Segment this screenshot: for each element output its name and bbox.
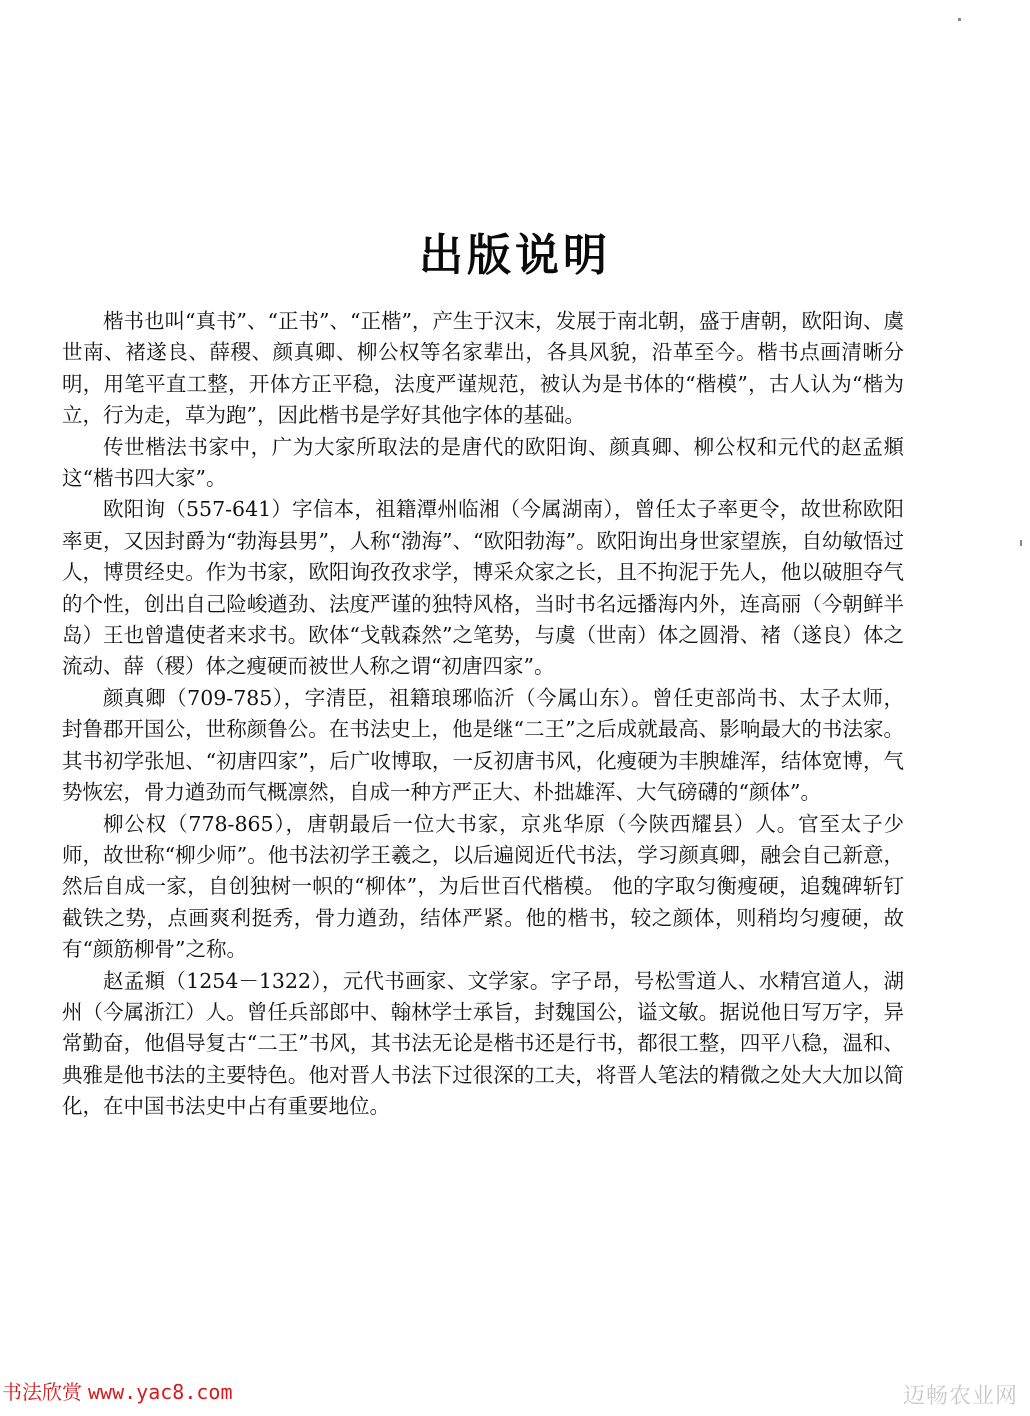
paragraph-yan-zhenqing: 颜真卿（709-785），字清臣，祖籍琅琊临沂（今属山东）。曾任吏部尚书、太子太师，封鲁郡开国公，世称颜鲁公。在书法史上，他是继“二王”之后成就最高、影响最大的书法家。其书初学张旭、“初唐四家”，后广收博取，一反初唐书风，化瘦硬为丰腴雄浑，结体宽博，气势恢宏，骨力遒劲而气概凛然，自成一种方严正大、朴拙雄浑、大气磅礴的“颜体”。: [62, 685, 904, 805]
site-name: 书法欣赏: [2, 1380, 82, 1404]
site-url: www.yac8.com: [88, 1380, 233, 1404]
paragraph-kaishu-intro: 楷书也叫“真书”、“正书”、“正楷”，产生于汉末，发展于南北朝，盛于唐朝，欧阳询、虞世南、褚遂良、薛稷、颜真卿、柳公权等名家辈出，各具风貌，沿革至今。楷书点画清晰分明，用笔平直工整，开体方正平稳，法度严谨规范，被认为是书体的“楷模”，古人认为“楷为立，行为走，草为跑”，因此楷书是学好其他字体的基础。: [62, 309, 904, 428]
document-body: [62, 306, 904, 1123]
paragraph-zhao-mengfu: 赵孟頫（1254－1322），元代书画家、文学家。字子昂，号松雪道人、水精宫道人，湖州（今属浙江）人。曾任兵部郎中、翰林学士承旨，封魏国公，谥文敏。据说他日写万字，异常勤奋，他倡导复古“二王”书风，其书法无论是楷书还是行书，都很工整，四平八稳，温和、典雅是他书法的主要特色。他对晋人书法下过很深的工夫，将晋人笔法的精微之处大大加以简化，在中国书法史中占有重要地位。: [62, 968, 904, 1119]
paragraph-ouyang-xun: 欧阳询（557-641）字信本，祖籍潭州临湘（今属湖南），曾任太子率更令，故世称欧阳率更，又因封爵为“勃海县男”，人称“渤海”、“欧阳勃海”。欧阳询出身世家望族，自幼敏悟过人，博贯经史。作为书家，欧阳询孜孜求学，博采众家之长，且不拘泥于先人，他以破胆夺气的个性，创出自己险峻遒劲、法度严谨的独特风格，当时书名远播海内外，连高丽（今朝鲜半岛）王也曾遣使者来求书。欧体“戈戟森然”之笔势，与虞（世南）体之圆滑、褚（遂良）体之流动、薛（稷）体之瘦硬而被世人称之谓“初唐四家”。: [62, 497, 904, 679]
paragraph-liu-gongquan: 柳公权（778-865），唐朝最后一位大书家，京兆华原（今陕西耀县）人。官至太子少师，故世称“柳少师”。他书法初学王羲之，以后遍阅近代书法，学习颜真卿，融会自己新意，然后自成一家，自创独树一帜的“柳体”，为后世百代楷模。 他的字取匀衡瘦硬，追魏碑斩钉截铁之势，点画爽利挺秀，骨力遒劲，结体严紧。他的楷书，较之颜体，则稍均匀瘦硬，故有“颜筋柳骨”之称。: [62, 811, 904, 962]
site-watermark: [2, 1376, 233, 1405]
page-title: 出版说明: [419, 230, 611, 282]
scan-speck: [1020, 540, 1022, 546]
scan-speck: [958, 18, 961, 21]
corner-watermark: 迈畅农业网: [902, 1384, 1018, 1409]
paragraph-four-masters: 传世楷法书家中，广为大家所取法的是唐代的欧阳询、颜真卿、柳公权和元代的赵孟頫这“楷书四大家”。: [62, 434, 904, 491]
